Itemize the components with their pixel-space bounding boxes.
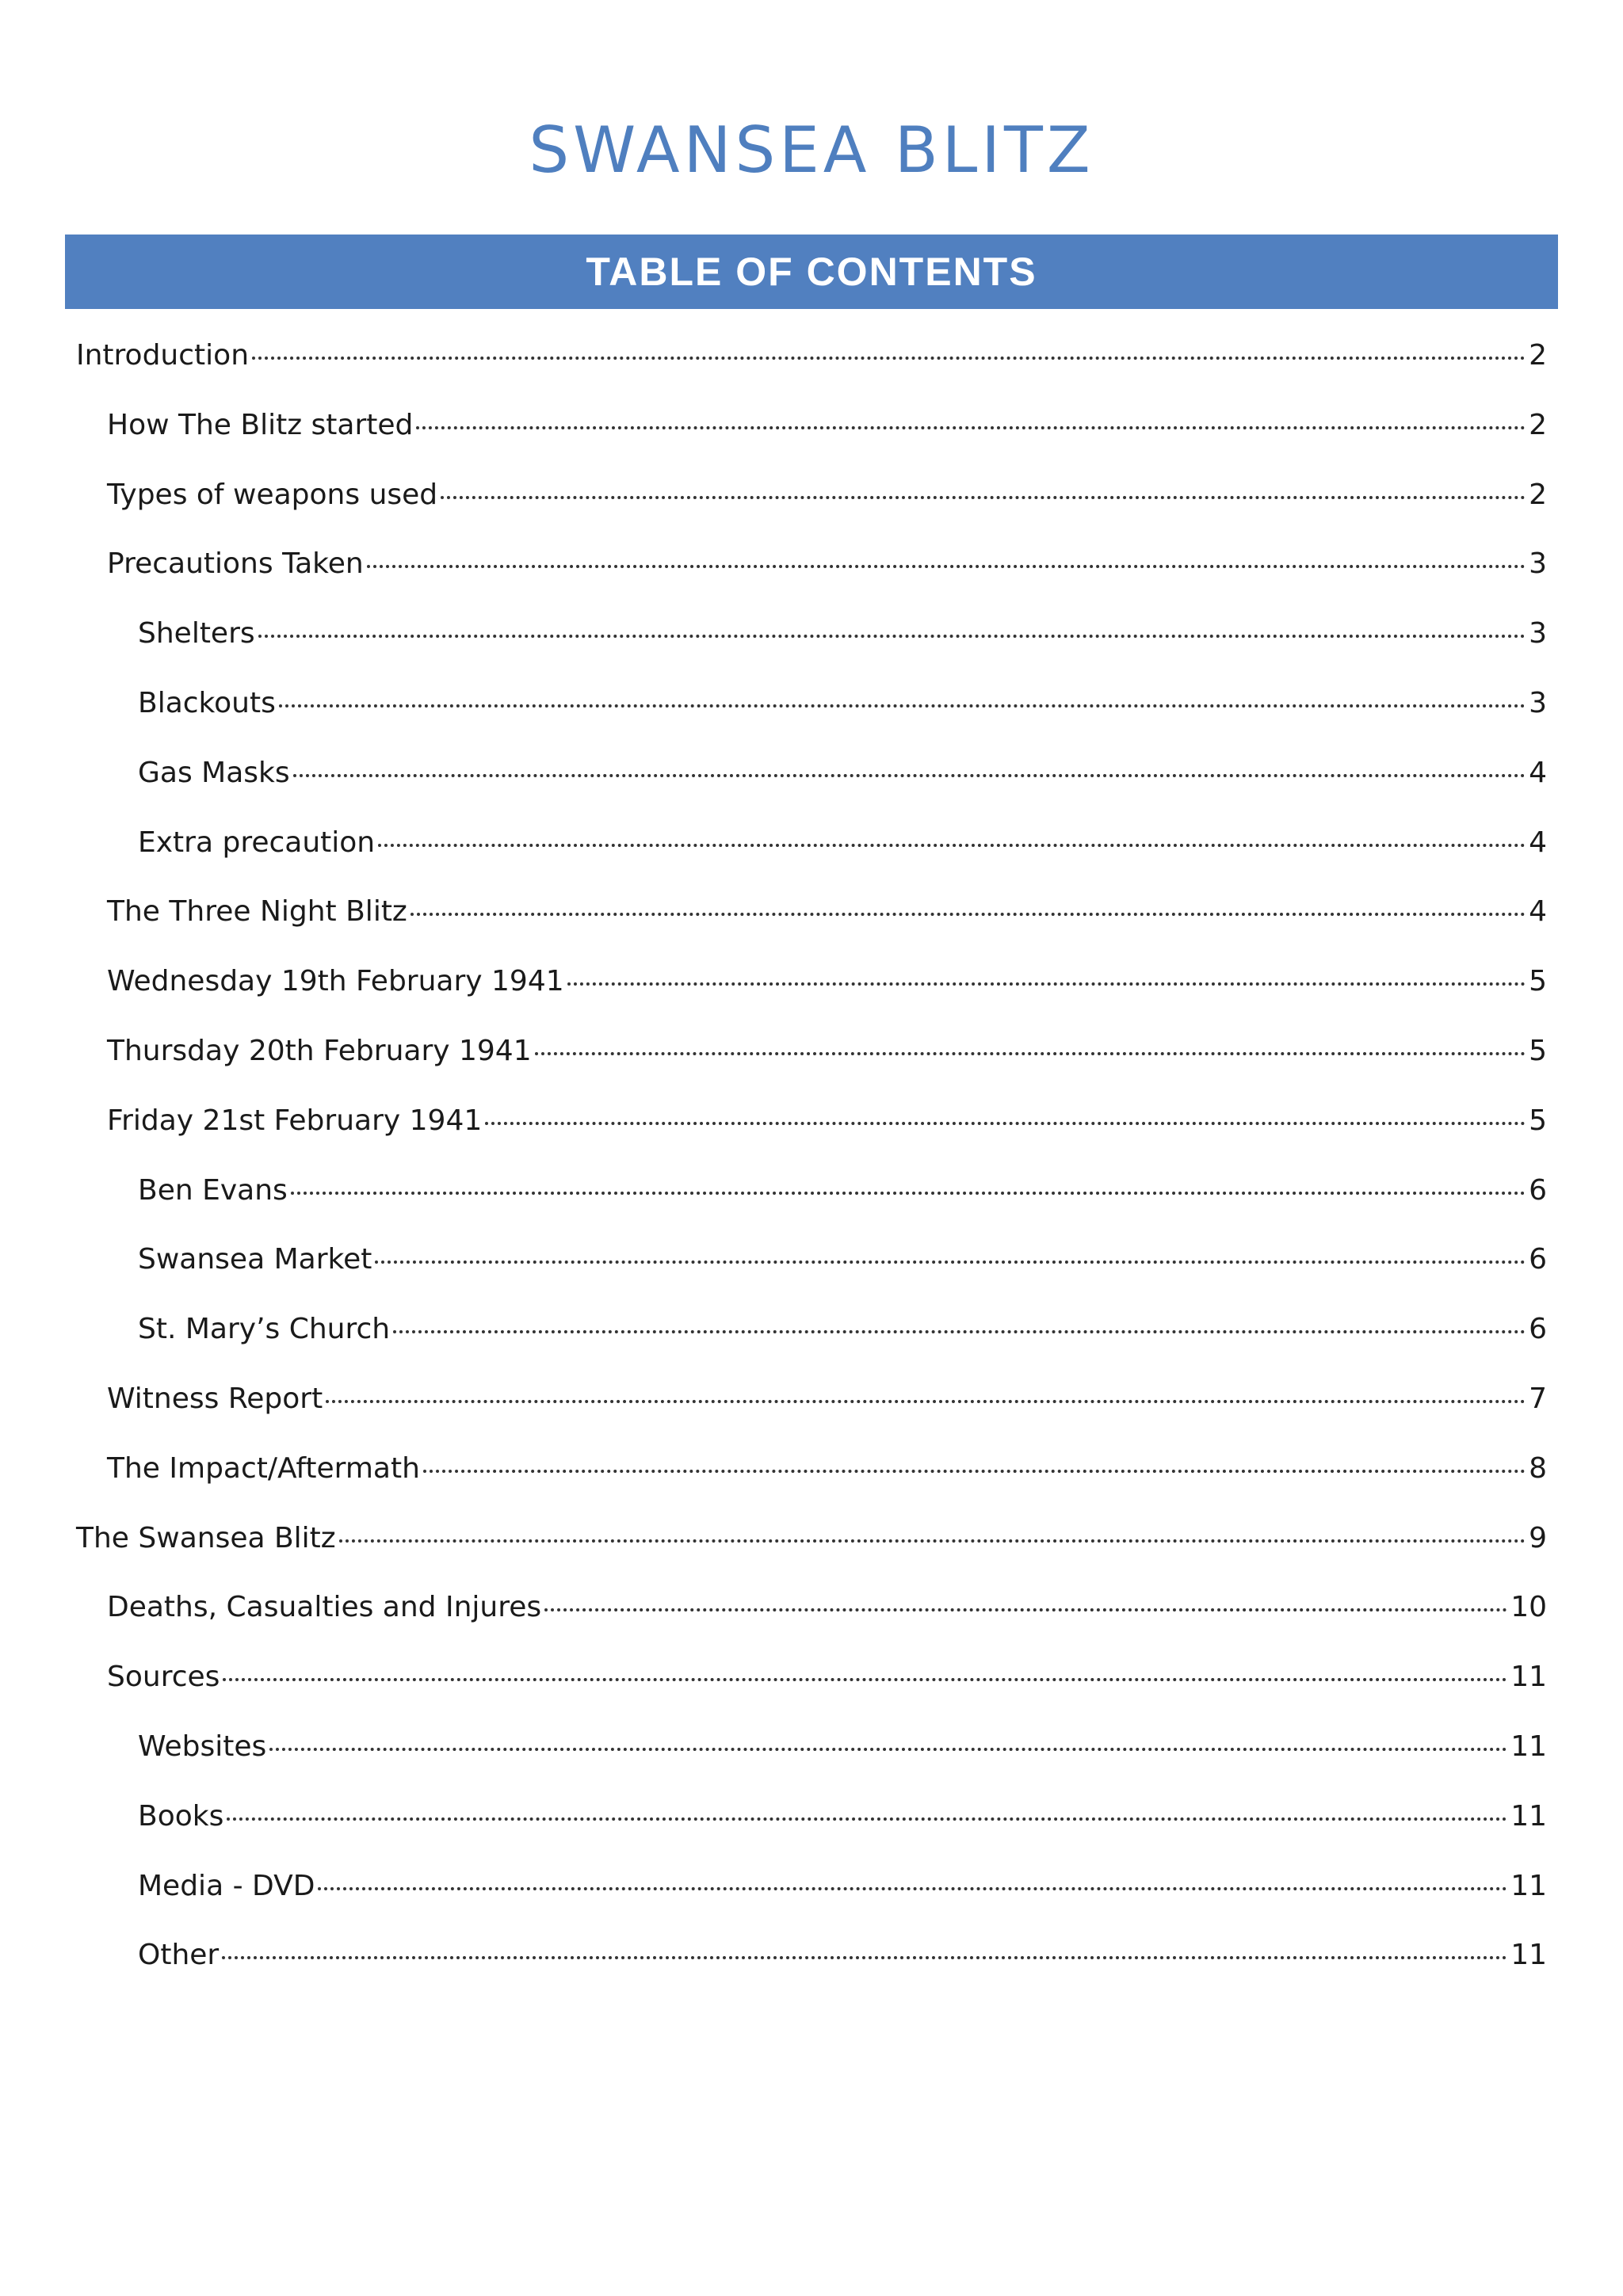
- toc-entry-label: Wednesday 19th February 1941: [107, 965, 564, 998]
- toc-entry-page-number: 3: [1529, 686, 1547, 719]
- toc-entry-label: Other: [138, 1939, 220, 1972]
- toc-entry-label: Introduction: [76, 339, 250, 372]
- toc-entry-page-number: 5: [1529, 1034, 1547, 1067]
- toc-entry-label: Sources: [107, 1661, 220, 1694]
- toc-dot-leader: [223, 1678, 1507, 1681]
- toc-dot-leader: [252, 357, 1526, 360]
- toc-dot-leader: [567, 982, 1526, 986]
- toc-dot-leader: [291, 1192, 1526, 1195]
- toc-dot-leader: [411, 913, 1526, 916]
- toc-entry[interactable]: [0, 1305, 1623, 1375]
- toc-entry-label: Shelters: [138, 617, 255, 650]
- toc-entry-page-number: 11: [1510, 1869, 1547, 1902]
- toc-dot-leader: [269, 1748, 1507, 1751]
- toc-dot-leader: [258, 635, 1526, 638]
- toc-dot-leader: [416, 426, 1526, 429]
- toc-entry-page-number: 5: [1529, 965, 1547, 998]
- toc-entry[interactable]: [0, 957, 1623, 1027]
- toc-dot-leader: [367, 565, 1526, 568]
- toc-entry-page-number: 11: [1510, 1730, 1547, 1763]
- toc-entry-page-number: 6: [1529, 1243, 1547, 1276]
- toc-dot-leader: [227, 1817, 1507, 1821]
- toc-entry-page-number: 2: [1529, 408, 1547, 441]
- toc-entry[interactable]: [0, 818, 1623, 888]
- toc-entry-page-number: 7: [1529, 1382, 1547, 1415]
- toc-entry[interactable]: [0, 887, 1623, 957]
- toc-entry-page-number: 4: [1529, 756, 1547, 789]
- toc-dot-leader: [378, 844, 1526, 847]
- toc-entry[interactable]: [0, 331, 1623, 401]
- toc-entry-page-number: 2: [1529, 478, 1547, 511]
- toc-dot-leader: [423, 1470, 1526, 1473]
- toc-entry[interactable]: [0, 1931, 1623, 2000]
- toc-dot-leader: [293, 774, 1526, 777]
- toc-entry-label: Types of weapons used: [107, 478, 438, 511]
- toc-entry[interactable]: [0, 1027, 1623, 1097]
- toc-heading-banner: [65, 235, 1558, 309]
- toc-entry-label: Friday 21st February 1941: [107, 1104, 483, 1137]
- toc-dot-leader: [279, 704, 1526, 707]
- toc-entry[interactable]: [0, 1514, 1623, 1584]
- toc-entry[interactable]: [0, 401, 1623, 471]
- toc-entry-page-number: 11: [1510, 1939, 1547, 1972]
- toc-entry-label: Swansea Market: [138, 1243, 372, 1276]
- toc-dot-leader: [535, 1052, 1526, 1055]
- toc-dot-leader: [339, 1539, 1526, 1543]
- toc-entry-label: Thursday 20th February 1941: [107, 1034, 532, 1067]
- toc-entry-label: Extra precaution: [138, 826, 376, 859]
- toc-entry-page-number: 4: [1529, 826, 1547, 859]
- toc-dot-leader: [393, 1330, 1526, 1333]
- toc-entry[interactable]: [0, 1375, 1623, 1444]
- toc-entry-page-number: 11: [1510, 1799, 1547, 1833]
- toc-entry[interactable]: [0, 1862, 1623, 1932]
- toc-dot-leader: [318, 1887, 1507, 1890]
- toc-entry-label: Blackouts: [138, 686, 276, 719]
- toc-entry-label: Books: [138, 1799, 224, 1833]
- toc-entry[interactable]: [0, 1444, 1623, 1514]
- toc-entry[interactable]: [0, 540, 1623, 609]
- toc-entry[interactable]: [0, 471, 1623, 540]
- toc-entry-page-number: 9: [1529, 1521, 1547, 1554]
- toc-entry[interactable]: [0, 1166, 1623, 1236]
- toc-entry-page-number: 11: [1510, 1661, 1547, 1694]
- table-of-contents: [0, 331, 1623, 2000]
- toc-entry-label: The Impact/Aftermath: [107, 1451, 420, 1485]
- toc-entry[interactable]: [0, 1792, 1623, 1862]
- toc-entry[interactable]: [0, 679, 1623, 749]
- toc-dot-leader: [222, 1956, 1507, 1959]
- toc-dot-leader: [326, 1400, 1526, 1403]
- toc-entry-label: St. Mary’s Church: [138, 1313, 391, 1346]
- toc-entry-label: Gas Masks: [138, 756, 290, 789]
- toc-entry-label: Websites: [138, 1730, 267, 1763]
- toc-entry[interactable]: [0, 749, 1623, 818]
- toc-entry-label: Witness Report: [107, 1382, 323, 1415]
- toc-entry[interactable]: [0, 1583, 1623, 1653]
- toc-entry-label: How The Blitz started: [107, 408, 414, 441]
- toc-entry-label: The Three Night Blitz: [107, 895, 407, 929]
- toc-entry-label: The Swansea Blitz: [76, 1521, 336, 1554]
- toc-entry-page-number: 3: [1529, 617, 1547, 650]
- document-title: SWANSEA BLITZ: [529, 113, 1094, 187]
- toc-entry-label: Media - DVD: [138, 1869, 315, 1902]
- toc-entry-page-number: 3: [1529, 547, 1547, 581]
- toc-entry-page-number: 4: [1529, 895, 1547, 929]
- toc-heading: TABLE OF CONTENTS: [586, 250, 1037, 294]
- toc-entry-page-number: 8: [1529, 1451, 1547, 1485]
- toc-entry-page-number: 2: [1529, 339, 1547, 372]
- toc-entry[interactable]: [0, 609, 1623, 679]
- toc-entry[interactable]: [0, 1097, 1623, 1166]
- toc-dot-leader: [485, 1122, 1526, 1125]
- toc-entry-page-number: 10: [1510, 1591, 1547, 1624]
- toc-entry-page-number: 6: [1529, 1313, 1547, 1346]
- toc-entry-label: Ben Evans: [138, 1173, 288, 1207]
- toc-entry-page-number: 6: [1529, 1173, 1547, 1207]
- toc-dot-leader: [375, 1261, 1526, 1264]
- toc-dot-leader: [544, 1608, 1507, 1611]
- toc-entry-label: Precautions Taken: [107, 547, 364, 581]
- toc-entry[interactable]: [0, 1653, 1623, 1722]
- toc-dot-leader: [441, 496, 1526, 499]
- toc-entry-page-number: 5: [1529, 1104, 1547, 1137]
- toc-entry-label: Deaths, Casualties and Injures: [107, 1591, 542, 1624]
- toc-entry[interactable]: [0, 1722, 1623, 1792]
- toc-entry[interactable]: [0, 1235, 1623, 1305]
